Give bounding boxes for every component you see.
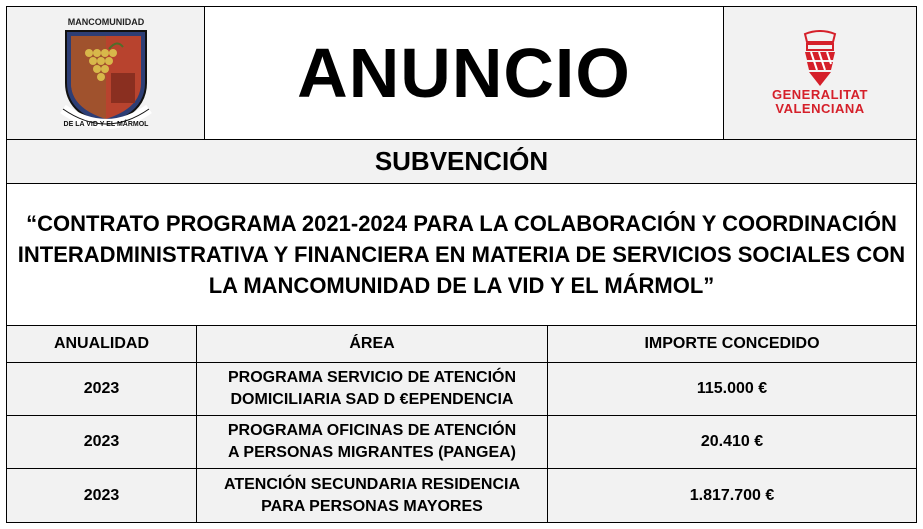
header-label: IMPORTE CONCEDIDO: [644, 335, 820, 352]
subtitle: SUBVENCIÓN: [374, 146, 549, 176]
subtitle-cell: [6, 139, 917, 184]
title-cell: [204, 6, 724, 140]
amount-value: 20.410 €: [700, 433, 764, 450]
mancomunidad-shield-icon: [51, 13, 161, 133]
area-line: DOMICILIARIA SAD D €EPENDENCIA: [230, 391, 514, 408]
generalitat-valenciana-emblem-icon: [795, 30, 845, 88]
description-cell: [6, 183, 917, 326]
table-cell-amount: [547, 415, 917, 469]
page-title: ANUNCIO: [297, 34, 631, 112]
description-text: “CONTRATO PROGRAMA 2021-2024 PARA LA COLABORACIÓN Y COORDINACIÓN INTERADMINISTRATIVA Y FINANCIERA EN MATERIA DE SERVICIOS SOCIALES CON LA MANCOMUNIDAD DE LA VID Y EL MÁRMOL”: [17, 211, 906, 298]
amount-value: 115.000 €: [696, 380, 768, 397]
generalitat-logo: [772, 30, 868, 116]
year-value: 2023: [83, 380, 120, 397]
table-header-importe: [547, 325, 917, 363]
area-line: PROGRAMA SERVICIO DE ATENCIÓN: [227, 369, 517, 386]
table-cell-area: [196, 468, 548, 523]
header-label: ÁREA: [349, 335, 395, 352]
table-cell-area: [196, 362, 548, 416]
area-line: A PERSONAS MIGRANTES (PANGEA): [227, 444, 516, 461]
table-cell-area: [196, 415, 548, 469]
area-line: PARA PERSONAS MAYORES: [261, 497, 483, 515]
table-cell-year: [6, 468, 197, 523]
table-header-anualidad: [6, 325, 197, 363]
amount-value: 1.817.700 €: [689, 486, 775, 504]
table-cell-amount: [547, 468, 917, 523]
mancomunidad-logo-cell: [6, 6, 205, 140]
year-value: 2023: [83, 486, 120, 504]
shield-top-text: MANCOMUNIDAD: [67, 17, 144, 27]
area-line: PROGRAMA OFICINAS DE ATENCIÓN: [227, 422, 517, 439]
shield-bottom-text: DE LA VID Y EL MÁRMOL: [63, 121, 148, 128]
generalitat-name-line2: VALENCIANA: [775, 101, 865, 116]
table-cell-year: [6, 362, 197, 416]
table-header-area: [196, 325, 548, 363]
table-cell-amount: [547, 362, 917, 416]
generalitat-logo-cell: [723, 6, 917, 140]
generalitat-name-line1: GENERALITAT: [771, 87, 868, 102]
area-line: ATENCIÓN SECUNDARIA RESIDENCIA: [223, 475, 520, 493]
year-value: 2023: [83, 433, 120, 450]
header-label: ANUALIDAD: [53, 335, 150, 352]
table-cell-year: [6, 415, 197, 469]
